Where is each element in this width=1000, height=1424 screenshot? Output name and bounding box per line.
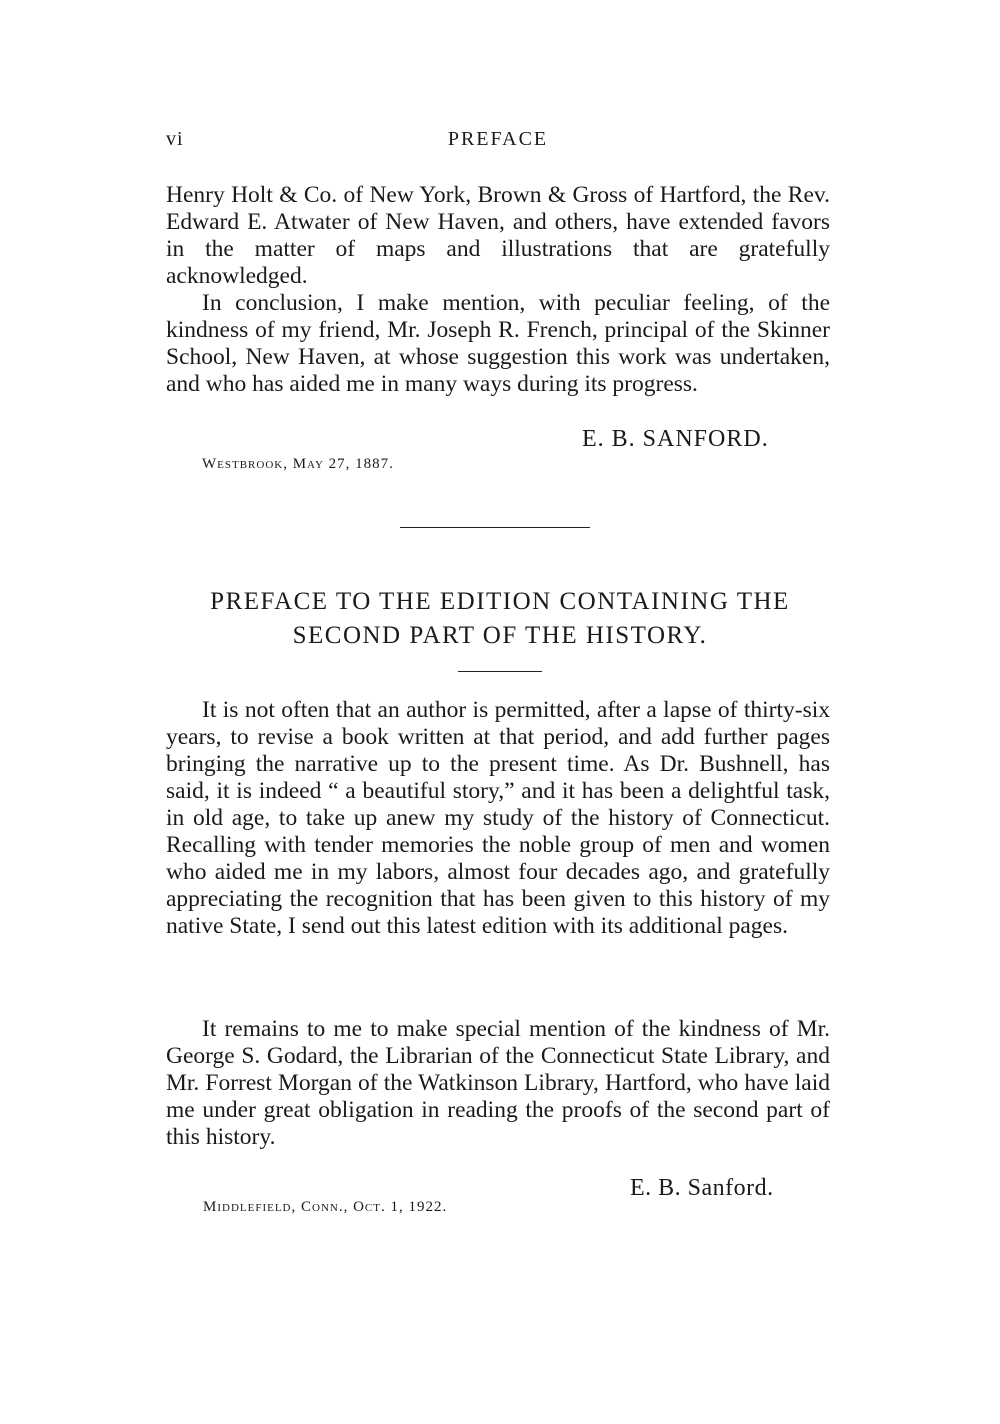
- second-preface-paragraph-2: It remains to me to make special mention of the kindness of Mr. George S. Godard, the Librarian of the Connecticut State Library, and Mr. Forrest Morgan of the Watkinson Library, Hartford, who have laid me under great obligation in reading the proofs of the second part of this history.: [166, 1016, 830, 1150]
- heading-underline: [458, 671, 542, 672]
- second-preface-dateline: Middlefield, Conn., Oct. 1, 1922.: [203, 1199, 448, 1215]
- running-head: [166, 128, 830, 158]
- preface-paragraph-1: Henry Holt & Co. of New York, Brown & Gross of Hartford, the Rev. Edward E. Atwater of New Haven, and others, have extended favors in the matter of maps and illustrations that are gratefully acknowledged.: [166, 182, 830, 289]
- page-number: vi: [166, 128, 184, 150]
- preface-dateline: Westbrook, May 27, 1887.: [202, 456, 394, 472]
- heading-line-2: SECOND PART OF THE HISTORY.: [292, 622, 708, 649]
- section-divider: [400, 527, 590, 528]
- second-preface-signature: E. B. Sanford.: [630, 1175, 774, 1201]
- preface-signature: E. B. SANFORD.: [582, 426, 769, 452]
- heading-line-1: PREFACE TO THE EDITION CONTAINING THE: [210, 588, 790, 615]
- preface-paragraph-2: In conclusion, I make mention, with peculiar feeling, of the kindness of my friend, Mr. Joseph R. French, principal of the Skinner School, New Haven, at whose suggestion this work was undertaken, and who has aided me in many ways during its progress.: [166, 290, 830, 397]
- second-preface-heading: [150, 585, 850, 653]
- running-title: PREFACE: [447, 128, 549, 150]
- second-preface-paragraph-1: It is not often that an author is permitted, after a lapse of thirty-six years, to revise a book written at that period, and add further pages bringing the narrative up to the present time. As Dr. Bushnell, has said, it is indeed “ a beautiful story,” and it has been a delightful task, in old age, to take up anew my study of the history of Connecticut. Recalling with tender memories the noble group of men and women who aided me in my labors, almost four decades ago, and gratefully appreciating the recognition that has been given to this history of my native State, I send out this latest edition with its additional pages.: [166, 697, 830, 939]
